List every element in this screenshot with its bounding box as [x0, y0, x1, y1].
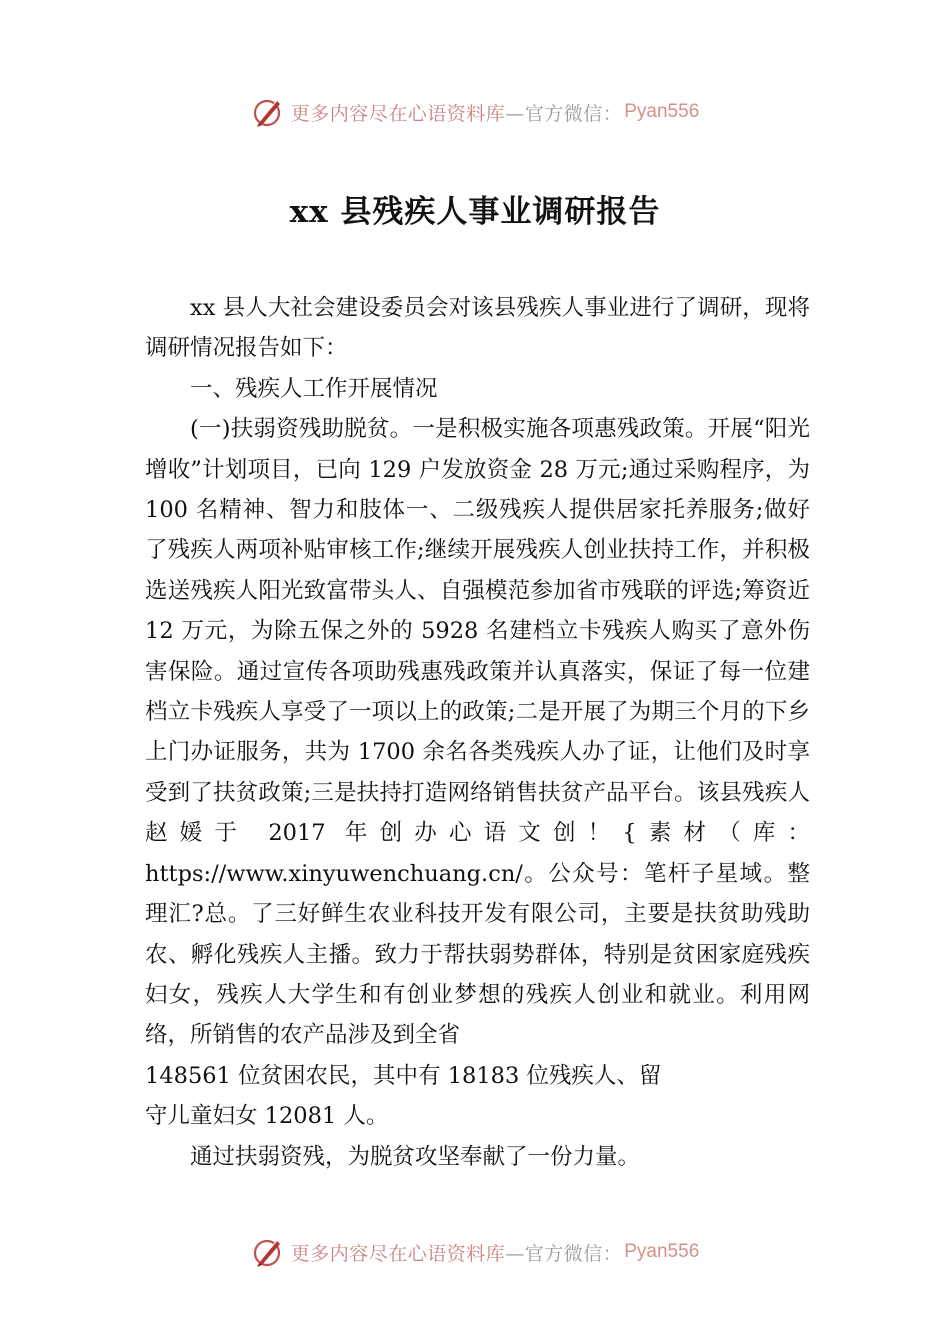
paragraph-conclusion: 通过扶弱资残，为脱贫攻坚奉献了一份力量。 [190, 1143, 641, 1170]
paragraph-line-children: 守儿童妇女 12081 人。 [145, 1103, 389, 1130]
footer-official-label: —官方微信： [505, 1242, 623, 1265]
paragraph-line-figures: 148561 位贫困农民，其中有 18183 位残疾人、留 [145, 1062, 662, 1089]
document-body [145, 288, 810, 1177]
quill-pen-logo-icon [251, 1235, 285, 1269]
document-title: xx 县残疾人事业调研报告 [289, 194, 661, 230]
header-banner [0, 92, 950, 132]
footer-banner [0, 1232, 950, 1272]
paragraph-section-1-1: (一)扶弱资残助脱贫。一是积极实施各项惠残政策。开展“阳光增收”计划项目，已向 129 户发放资金 28 万元;通过采购程序，为 100 名精神、智力和肢体一、二级残疾人提供居家托养服务;做好了残疾人两项补贴审核工作;继续开展残疾人创业扶持工作，并积极选送残疾人阳光致富带头人、自强模范参加省市残联的评选;筹资近 12 万元，为除五保之外的 5928 名建档立卡残疾人购买了意外伤害保险。通过宣传各项助残惠残政策并认真落实，保证了每一位建档立卡残疾人享受了一项以上的政策;二是开展了为期三个月的下乡上门办证服务，共为 1700 余名各类残疾人办了证，让他们及时享受到了扶贫政策;三是扶持打造网络销售扶贫产品平台。该县残疾人赵媛于 2017 年创办心语文创！{素材（库：https://www.xinyuwenchuang.cn/。公众号：笔杆子星域。整理汇?总。了三好鲜生农业科技开发有限公司，主要是扶贫助残助农、孵化残疾人主播。致力于帮扶弱势群体，特别是贫困家庭残疾妇女，残疾人大学生和有创业梦想的残疾人创业和就业。利用网络，所销售的农产品涉及到全省 [145, 416, 810, 1049]
footer-wechat-id: Pyan556 [624, 1241, 700, 1262]
section-heading-1: 一、残疾人工作开展情况 [190, 375, 438, 402]
banner-official-label: —官方微信： [505, 102, 623, 125]
quill-pen-logo-icon [251, 95, 285, 129]
paragraph-intro: xx 县人大社会建设委员会对该县残疾人事业进行了调研，现将调研情况报告如下： [145, 295, 810, 362]
banner-library-text: 更多内容尽在心语资料库 [290, 102, 506, 125]
footer-library-text: 更多内容尽在心语资料库 [290, 1242, 506, 1265]
banner-wechat-id: Pyan556 [624, 101, 700, 122]
